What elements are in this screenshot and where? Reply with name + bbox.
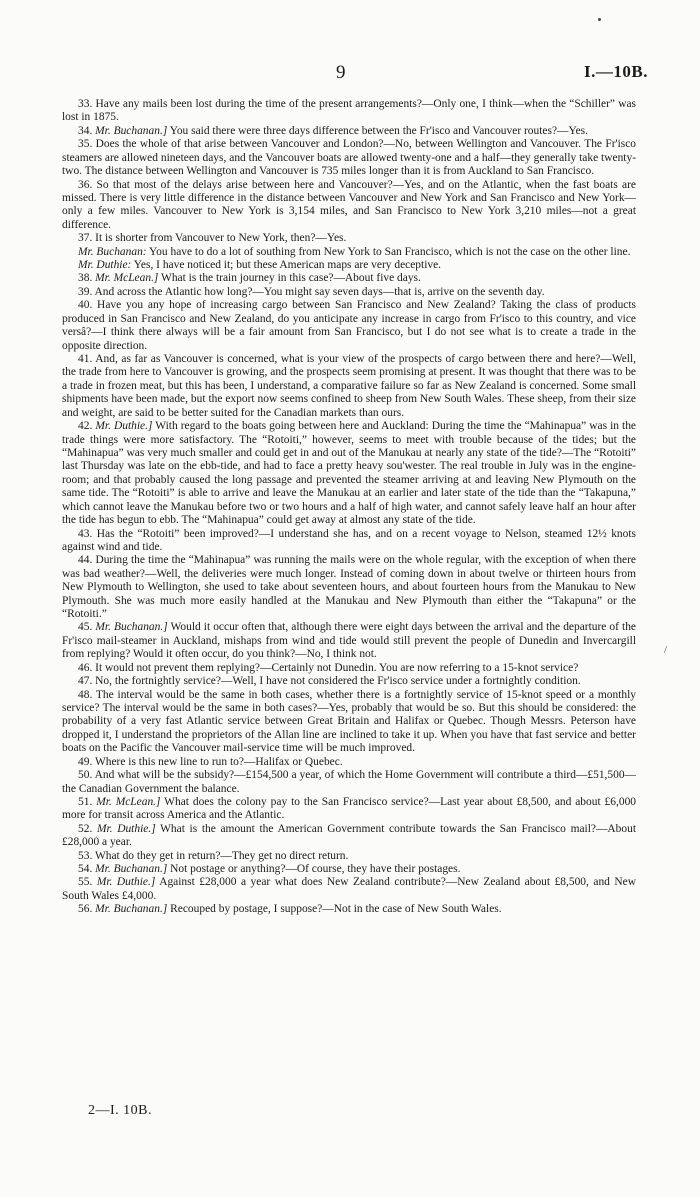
document-body — [62, 98, 636, 917]
paragraph — [62, 689, 636, 756]
paragraph-text: What does the colony pay to the San Francisco service?—Last year about £8,500, and about £6,000 more for transit across America and the Atlantic. — [62, 795, 637, 822]
page-reference: I.—10B. — [584, 62, 648, 81]
speaker-lead: 45. Mr. Buchanan.] — [78, 621, 168, 634]
speaker-lead: 34. Mr. Buchanan.] — [78, 124, 168, 137]
paragraph-text: 46. It would not prevent them replying?—Certainly not Dunedin. You are now referring to a 15-knot service? — [78, 661, 579, 674]
paragraph — [62, 662, 636, 675]
speaker-lead: Mr. Buchanan: — [78, 245, 147, 258]
speaker-lead: 42. Mr. Duthie.] — [78, 420, 153, 433]
paragraph — [62, 125, 636, 138]
speaker-lead: 55. Mr. Duthie.] — [78, 876, 156, 889]
paragraph-text: 33. Have any mails been lost during the time of the present arrangements?—Only one, I think—when the “Schiller” was lost in 1875. — [62, 98, 636, 124]
paragraph-text: 37. It is shorter from Vancouver to New York, then?—Yes. — [78, 232, 347, 245]
paragraph-text: 40. Have you any hope of increasing cargo between San Francisco and New Zealand? Taking the class of products produced in San Francisco and New Zealand, do you anticipate any increase in cargo from Fr'isco to this country, and vice versâ?—I think there always will be a fair amount from San Francisco, but I do not see what is to create a trade in the opposite direction. — [62, 299, 636, 352]
paragraph-text: 36. So that most of the delays arise between here and Vancouver?—Yes, and on the Atlantic, when the fast boats are missed. There is very little difference in the distance between Vancouver and New York and San Francisco and New York—only a few miles. Vancouver to New York is 3,154 miles, and San Francisco to New York 3,210 miles—not a great difference. — [62, 178, 636, 231]
paragraph-text: You said there were three days difference between the Fr'isco and Vancouver routes?—Yes. — [167, 124, 588, 137]
paragraph-text: What is the train journey in this case?—About five days. — [158, 272, 421, 285]
paragraph — [62, 796, 636, 823]
speaker-lead: Mr. Duthie: — [78, 259, 132, 272]
paragraph — [62, 272, 636, 285]
speck-mark — [598, 18, 601, 21]
paragraph-text: 49. Where is this new line to run to?—Halifax or Quebec. — [78, 755, 343, 768]
paragraph — [62, 420, 636, 527]
paragraph-text: Yes, I have noticed it; but these American maps are very deceptive. — [131, 259, 442, 272]
speaker-lead: 56. Mr. Buchanan.] — [78, 903, 168, 916]
paragraph — [62, 903, 636, 916]
paragraph-text: You have to do a lot of southing from New York to San Francisco, which is not the case on the other line. — [146, 245, 631, 258]
paragraph — [62, 823, 636, 850]
paragraph-text: Would it occur often that, although there were eight days between the arrival and the departure of the Fr'isco mail-steamer in Auckland, mishaps from wind and tide would still prevent the people of Dunedin and Invercargill from replying? Would it often occur, do you think?—No, I think not. — [62, 621, 636, 661]
speaker-lead: 51. Mr. McLean.] — [78, 795, 161, 808]
paragraph — [62, 138, 636, 178]
paragraph — [62, 528, 636, 555]
paragraph-text: 48. The interval would be the same in both cases, whether there is a fortnightly service of 15-knot speed or a monthly service? The interval would be the same in both cases?—Yes, probably that would be so. But this should be considered: the probability of a very fast Atlantic service between Great Britain and Halifax or Quebec. Though Messrs. Peterson have dropped it, I understand the proprietors of the Allan line are inclined to take it up. When you have that fast service and better boats on the Pacific the Vancouver mail-service time will be much improved. — [62, 688, 636, 755]
paragraph — [62, 675, 636, 688]
paragraph-text: 43. Has the “Rotoiti” been improved?—I understand she has, and on a recent voyage to Nelson, steamed 12½ knots against wind and tide. — [62, 527, 636, 553]
paragraph-text: 47. No, the fortnightly service?—Well, I have not considered the Fr'isco service under a fortnightly condition. — [78, 675, 581, 688]
paragraph — [62, 259, 636, 272]
paragraph — [62, 286, 636, 299]
margin-tick: / — [664, 644, 668, 656]
paragraph — [62, 232, 636, 245]
paragraph-text: 44. During the time the “Mahinapua” was running the mails were on the whole regular, with the exception of when there was bad weather?—Well, the deliveries were much longer. Instead of coming down in about twelve or thirteen hours from New Plymouth to Wellington, she used to take about seventeen hours, and about fourteen hours from the Manukau to New Plymouth. She was much more easily handled at the Manukau and New Plymouth than either the “Takapuna” or the “Rotoiti.” — [62, 554, 636, 621]
paragraph-text: Against £28,000 a year what does New Zealand contribute?—New Zealand about £8,500, and New South Wales £4,000. — [62, 876, 637, 902]
signature-mark: 2—I. 10B. — [88, 1103, 152, 1118]
paragraph-text: What is the amount the American Government contribute towards the San Francisco mail?—About £28,000 a year. — [62, 822, 637, 849]
paragraph — [62, 769, 636, 796]
paragraph-text: With regard to the boats going between here and Auckland: During the time the “Mahinapua” was in the trade things were more satisfactory. The “Rotoiti,” however, seems to meet with trouble because of the tides; but the “Mahinapua” was very much smaller and could get in and out of the Manukau at nearly any state of the tide?—The “Rotoiti” last Thursday was late on the ebb-tide, and had to face a pretty heavy sou'wester. The real trouble in July was in the engine-room; and that probably caused the long passage and prevented the steamer arriving at and leaving New Plymouth on the same tide. The “Rotoiti” is able to arrive and leave the Manukau at an earlier and later state of the tide than the “Takapuna,” which cannot leave the Manukau before two or two hours and a half of high water, and cannot safely leave half an hour after the tide has begun to ebb. The “Mahinapua” could get away at almost any state of the tide. — [62, 420, 637, 527]
paragraph — [62, 554, 636, 621]
paragraph — [62, 863, 636, 876]
paragraph-text: 41. And, as far as Vancouver is concerned, what is your view of the prospects of cargo between there and here?—Well, the trade from here to Vancouver is growing, and the prospects seem promising at present. It was thought that there was to be a trade in frozen meat, but this has been, I understand, a comparative failure so far as New Zealand is concerned. Some small shipments have been made, but the export now seems confined to sheep from New South Wales. These sheep, from their size and weight, are said to be better suited for the Canadian markets than ours. — [62, 353, 636, 419]
paragraph-text: 35. Does the whole of that arise between Vancouver and London?—No, between Wellington and Vancouver. The Fr'isco steamers are allowed nineteen days, and the Vancouver boats are allowed twenty-one and a half—they generally take twenty-two. The distance between Wellington and Vancouver is 735 miles longer than it is from Auckland to San Francisco. — [62, 138, 636, 178]
paragraph — [62, 299, 636, 353]
paragraph — [62, 246, 636, 259]
paragraph-text: 39. And across the Atlantic how long?—You might say seven days—that is, arrive on the seventh day. — [78, 285, 545, 298]
paragraph-text: Recouped by postage, I suppose?—Not in the case of New South Wales. — [167, 903, 502, 916]
paragraph — [62, 621, 636, 661]
speaker-lead: 52. Mr. Duthie.] — [78, 822, 156, 835]
paragraph — [62, 353, 636, 420]
speaker-lead: 38. Mr. McLean.] — [78, 272, 159, 285]
paragraph — [62, 850, 636, 863]
speaker-lead: 54. Mr. Buchanan.] — [78, 863, 168, 876]
paragraph — [62, 876, 636, 903]
paragraph — [62, 179, 636, 233]
paragraph-text: 50. And what will be the subsidy?—£154,500 a year, of which the Home Government will contribute a third—£51,500—the Canadian Government the balance. — [62, 769, 636, 795]
paragraph — [62, 756, 636, 769]
paragraph — [62, 98, 636, 125]
paragraph-text: Not postage or anything?—Of course, they have their postages. — [167, 863, 461, 876]
page-number: 9 — [336, 62, 346, 83]
paragraph-text: 53. What do they get in return?—They get no direct return. — [78, 849, 349, 862]
